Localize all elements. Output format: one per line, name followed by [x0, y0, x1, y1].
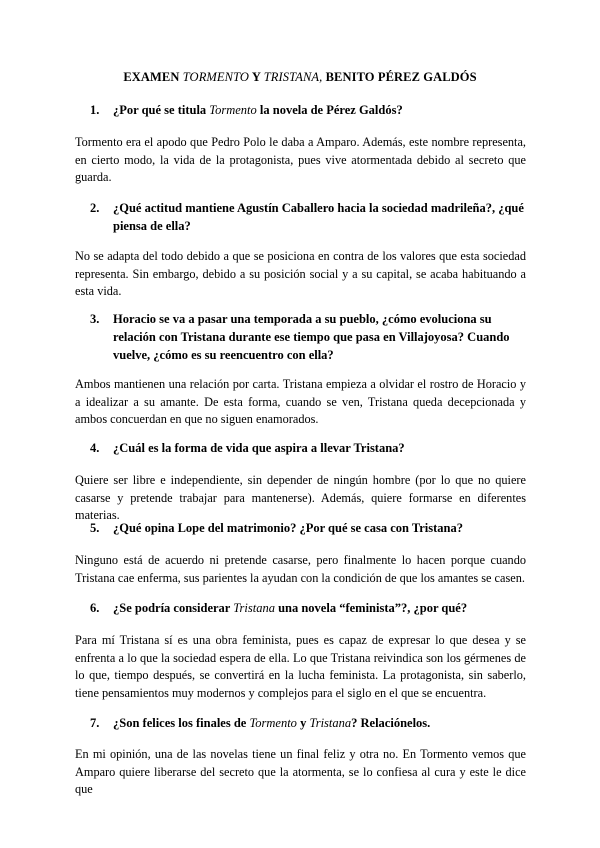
question-italic-title: Tristana — [309, 716, 352, 730]
question-text: ? Relaciónelos. — [351, 716, 431, 730]
answer-1: Tormento era el apodo que Pedro Polo le daba a Amparo. Además, este nombre representa, en cierto modo, la vida de la protagonista, pues vive atormentada debido al secreto que guarda. — [75, 135, 526, 185]
question-1 — [90, 101, 530, 119]
question-number: 2. — [90, 201, 100, 215]
question-number: 3. — [90, 312, 100, 326]
question-text: y — [296, 716, 310, 730]
title-work-tristana: TRISTANA, — [263, 70, 323, 84]
question-5 — [90, 519, 530, 537]
question-text: ¿Qué opina Lope del matrimonio? ¿Por qué se casa con Tristana? — [113, 521, 464, 535]
question-text: ¿Son felices los finales de — [113, 716, 250, 730]
question-italic-title: Tormento — [209, 103, 257, 117]
question-text: la novela de Pérez Galdós? — [256, 103, 403, 117]
question-number: 5. — [90, 521, 100, 535]
answer-7: En mi opinión, una de las novelas tiene un final feliz y otra no. En Tormento vemos que Amparo quiere liberarse del secreto que la atormenta, se lo confiesa al cura y este le dice que — [75, 747, 526, 797]
answer-4: Quiere ser libre e independiente, sin depender de ningún hombre (por lo que no quiere casarse y pretende trabajar para mantenerse). Además, quiere formarse en diferentes materias. — [75, 473, 526, 523]
exam-title — [0, 70, 600, 85]
question-text: ¿Se podría considerar — [113, 601, 234, 615]
question-text: ¿Por qué se titula — [113, 103, 210, 117]
question-3 — [90, 310, 530, 364]
question-7 — [90, 714, 530, 732]
answer-6: Para mí Tristana sí es una obra feminista, pues es capaz de expresar lo que desea y se enfrenta a lo que la sociedad espera de ella. Lo que Tristana reivindica son los gérmenes de lo que, tiempo después, se convertirá en la lucha feminista. La protagonista, sin saberlo, tiene pensamientos muy modernos y complejos para el siglo en el que se encuentra. — [75, 633, 526, 700]
answer-5: Ninguno está de acuerdo ni pretende casarse, pero finalmente lo hacen porque cuando Tristana cae enferma, sus parientes la ayudan con la condición de que los amantes se casen. — [75, 553, 526, 585]
question-number: 4. — [90, 441, 100, 455]
question-italic-title: Tristana — [233, 601, 275, 615]
question-text: ¿Cuál es la forma de vida que aspira a llevar Tristana? — [113, 441, 405, 455]
question-number: 7. — [90, 716, 100, 730]
title-joiner: Y — [249, 70, 264, 84]
title-prefix: EXAMEN — [123, 70, 183, 84]
question-italic-title: Tormento — [249, 716, 297, 730]
title-work-tormento: TORMENTO — [182, 70, 250, 84]
question-number: 6. — [90, 601, 100, 615]
answer-3: Ambos mantienen una relación por carta. Tristana empieza a olvidar el rostro de Horacio y a idealizar a su amante. De esta forma, cuando se ven, Tristana queda decepcionada y ambos concuerdan en que no siguen enamorados. — [75, 377, 526, 427]
question-text: Horacio se va a pasar una temporada a su pueblo, ¿cómo evoluciona su relación con Tristana durante ese tiempo que pasa en Villajoyosa? Cuando vuelve, ¿cómo es su reencuentro con ella? — [113, 312, 510, 362]
question-6 — [90, 599, 530, 617]
title-author: BENITO PÉREZ GALDÓS — [322, 70, 477, 84]
question-text: una novela “feminista”?, ¿por qué? — [274, 601, 468, 615]
answer-2: No se adapta del todo debido a que se posiciona en contra de los valores que esta sociedad representa. Sin embargo, debido a su posición social y a su capital, se acaba habituando a esta vida. — [75, 249, 526, 299]
question-number: 1. — [90, 103, 100, 117]
question-4 — [90, 439, 530, 457]
question-text: ¿Qué actitud mantiene Agustín Caballero hacia la sociedad madrileña?, ¿qué piensa de ella? — [113, 201, 524, 233]
question-2 — [90, 199, 530, 235]
